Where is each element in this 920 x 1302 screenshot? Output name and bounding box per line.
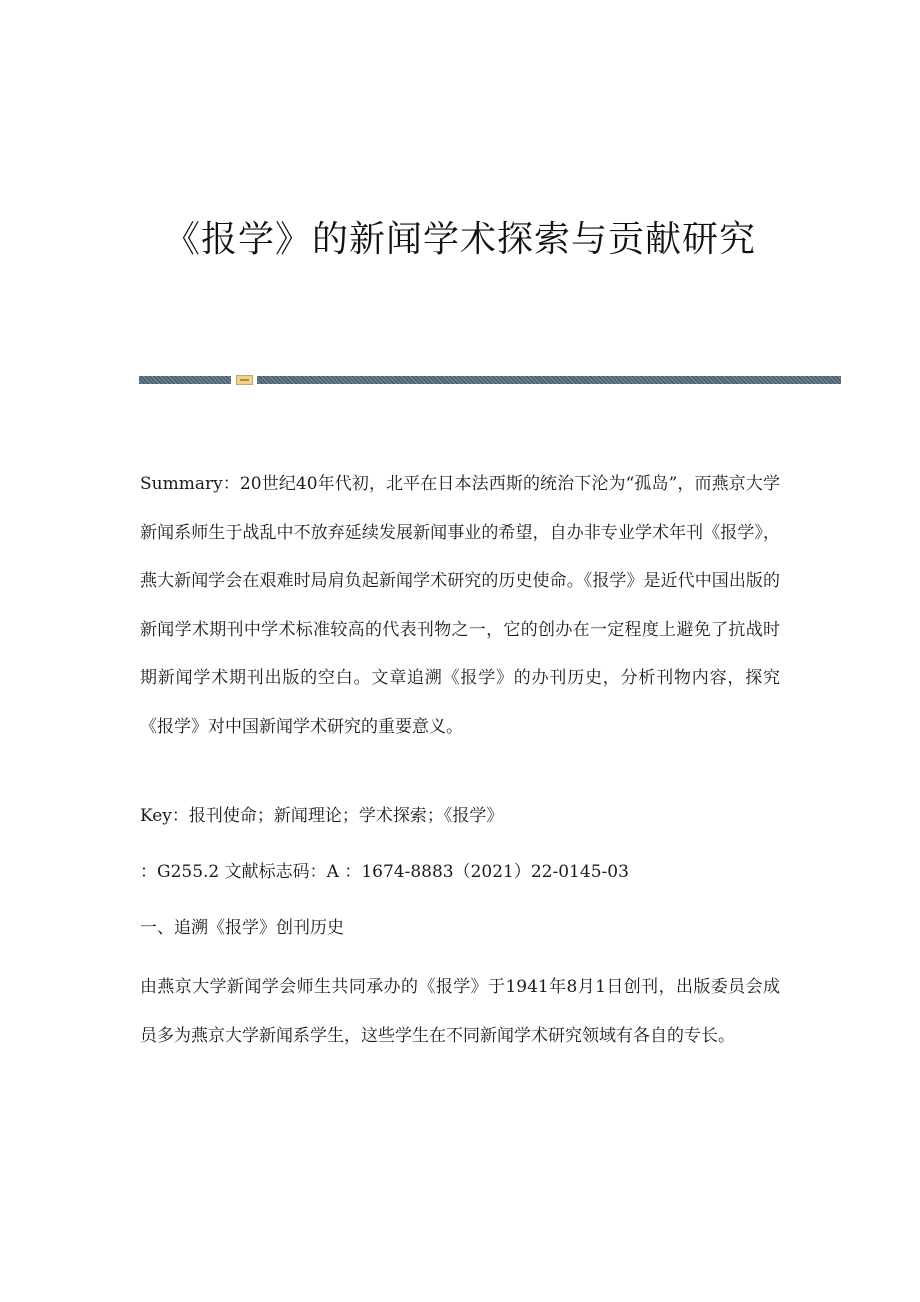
summary-paragraph: Summary：20世纪40年代初，北平在日本法西斯的统治下沦为“孤岛”，而燕京大学新闻系师生于战乱中不放弃延续发展新闻事业的希望，自办非专业学术年刊《报学》，燕大新闻学会在艰难时局肩负起新闻学术研究的历史使命。《报学》是近代中国出版的新闻学术期刊中学术标准较高的代表刊物之一，它的创办在一定程度上避免了抗战时期新闻学术期刊出版的空白。文章追溯《报学》的办刊历史，分析刊物内容，探究《报学》对中国新闻学术研究的重要意义。 [140, 474, 780, 737]
divider-bar-left [139, 376, 231, 384]
divider-ornament-icon [236, 375, 253, 385]
divider-bar-right [257, 376, 841, 384]
document-title: 《报学》的新闻学术探索与贡献研究 [163, 219, 756, 260]
section-heading: 一、追溯《报学》创刊历史 [140, 918, 344, 938]
body-paragraph: 由燕京大学新闻学会师生共同承办的《报学》于1941年8月1日创刊，出版委员会成员多为燕京大学新闻系学生，这些学生在不同新闻学术研究领域有各自的专长。 [140, 977, 780, 1046]
classification-line: ：G255.2 文献标志码：A ：1674-8883（2021）22-0145-03 [140, 862, 629, 882]
keywords-line: Key：报刊使命；新闻理论；学术探索；《报学》 [140, 806, 504, 826]
title-divider [139, 375, 841, 385]
